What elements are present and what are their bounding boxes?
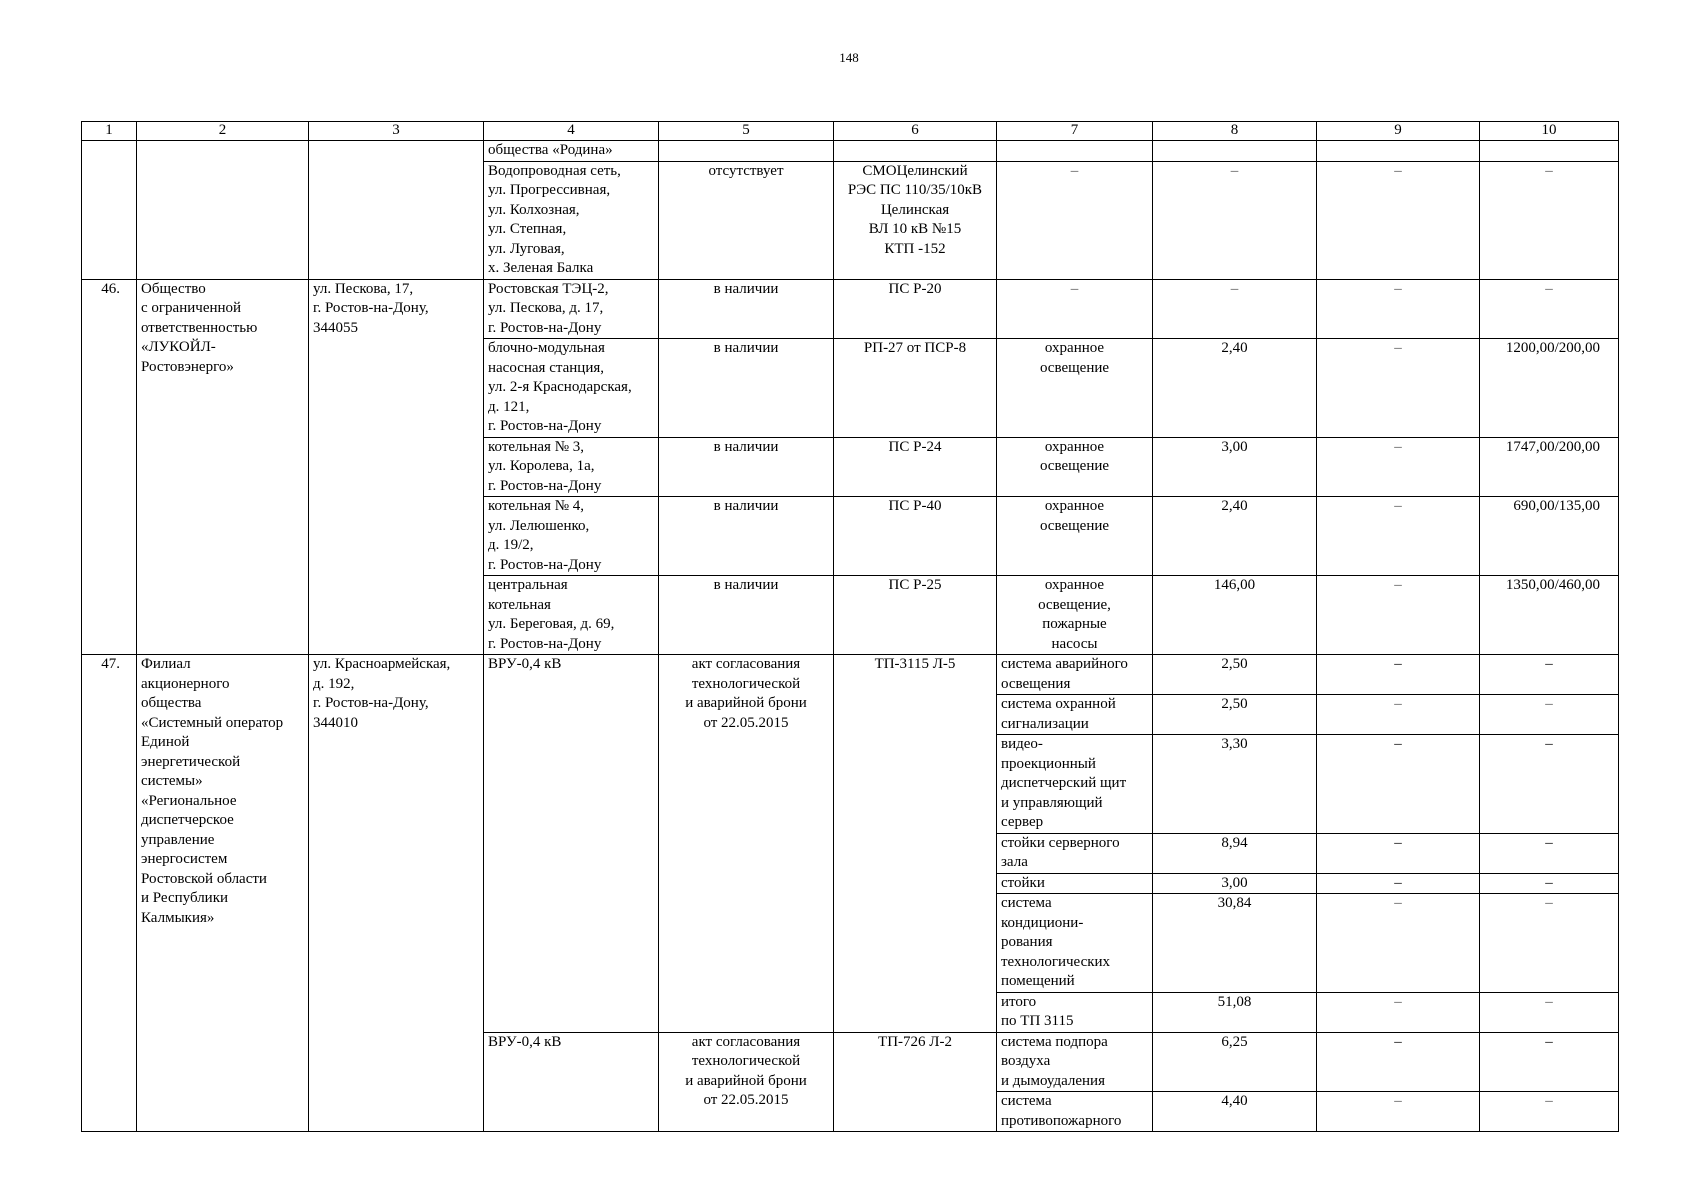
- table-cell: –: [1317, 339, 1480, 438]
- row-number: 47.: [82, 655, 137, 1132]
- table-cell: –: [1480, 1092, 1619, 1132]
- table-cell: отсутствует: [659, 161, 834, 279]
- table-cell: блочно-модульная насосная станция, ул. 2-я Краснодарская, д. 121, г. Ростов-на-Дону: [484, 339, 659, 438]
- table-cell: –: [1480, 992, 1619, 1032]
- table-cell: в наличии: [659, 576, 834, 655]
- table-cell: 6,25: [1153, 1032, 1317, 1092]
- table-cell: 3,00: [1153, 873, 1317, 894]
- col-header: 5: [659, 122, 834, 141]
- table-cell: –: [997, 161, 1153, 279]
- table-cell: –: [1317, 1032, 1480, 1092]
- col-header: 6: [834, 122, 997, 141]
- table-cell: 30,84: [1153, 894, 1317, 993]
- table-cell: ВРУ-0,4 кВ: [484, 655, 659, 1033]
- table-cell: –: [1317, 279, 1480, 339]
- col-header: 9: [1317, 122, 1480, 141]
- table-cell: центральная котельная ул. Береговая, д. 69, г. Ростов-на-Дону: [484, 576, 659, 655]
- table-cell: –: [1317, 894, 1480, 993]
- table-cell: –: [1317, 161, 1480, 279]
- table-cell: акт согласования технологической и аварийной брони от 22.05.2015: [659, 1032, 834, 1132]
- table-cell: –: [1480, 873, 1619, 894]
- table-cell: система подпора воздуха и дымоудаления: [997, 1032, 1153, 1092]
- table-cell: –: [997, 279, 1153, 339]
- table-cell: 1200,00/200,00: [1480, 339, 1619, 438]
- table-cell: 2,50: [1153, 695, 1317, 735]
- table-cell: ТП-726 Л-2: [834, 1032, 997, 1132]
- table-cell: охранное освещение: [997, 339, 1153, 438]
- table-cell: охранное освещение: [997, 497, 1153, 576]
- table-cell: 2,50: [1153, 655, 1317, 695]
- table-cell: Водопроводная сеть, ул. Прогрессивная, ул. Колхозная, ул. Степная, ул. Луговая, х. Зеленая Балка: [484, 161, 659, 279]
- table-cell: –: [1480, 695, 1619, 735]
- table-cell: итого по ТП 3115: [997, 992, 1153, 1032]
- table-cell: –: [1480, 735, 1619, 834]
- table-cell: 2,40: [1153, 339, 1317, 438]
- header-row: [82, 122, 1619, 141]
- table-cell: –: [1480, 655, 1619, 695]
- table-cell: –: [1317, 873, 1480, 894]
- table-cell: 8,94: [1153, 833, 1317, 873]
- table-cell: –: [1317, 497, 1480, 576]
- table-cell: 3,00: [1153, 437, 1317, 497]
- table-cell: видео- проекционный диспетчерский щит и управляющий сервер: [997, 735, 1153, 834]
- table-cell: ТП-3115 Л-5: [834, 655, 997, 1033]
- document-table: [81, 121, 1619, 1132]
- table-cell: охранное освещение: [997, 437, 1153, 497]
- table-cell: –: [1153, 161, 1317, 279]
- organization-address: ул. Пескова, 17, г. Ростов-на-Дону, 344055: [309, 279, 484, 655]
- table-row: [82, 655, 1619, 695]
- table-cell: в наличии: [659, 437, 834, 497]
- col-header: 7: [997, 122, 1153, 141]
- table-cell: система противопожарного: [997, 1092, 1153, 1132]
- col-header: 10: [1480, 122, 1619, 141]
- col-header: 4: [484, 122, 659, 141]
- table-cell: в наличии: [659, 339, 834, 438]
- col-header: 1: [82, 122, 137, 141]
- table-cell: ПС Р-24: [834, 437, 997, 497]
- table-cell: в наличии: [659, 279, 834, 339]
- table-cell: –: [1317, 992, 1480, 1032]
- table-cell: –: [1480, 279, 1619, 339]
- table-cell: система кондициони- рования технологических помещений: [997, 894, 1153, 993]
- table-row: [82, 279, 1619, 339]
- col-header: 2: [137, 122, 309, 141]
- table-cell: РП-27 от ПСР-8: [834, 339, 997, 438]
- table-cell: 51,08: [1153, 992, 1317, 1032]
- table-cell: акт согласования технологической и аварийной брони от 22.05.2015: [659, 655, 834, 1033]
- table-cell: котельная № 3, ул. Королева, 1а, г. Ростов-на-Дону: [484, 437, 659, 497]
- table-cell: общества «Родина»: [484, 141, 659, 162]
- organization-name: Общество с ограниченной ответственностью «ЛУКОЙЛ- Ростовэнерго»: [137, 279, 309, 655]
- table-cell: –: [1480, 1032, 1619, 1092]
- organization-address: ул. Красноармейская, д. 192, г. Ростов-на-Дону, 344010: [309, 655, 484, 1132]
- table-cell: 690,00/135,00: [1480, 497, 1619, 576]
- table-cell: –: [1317, 1092, 1480, 1132]
- table-cell: стойки серверного зала: [997, 833, 1153, 873]
- col-header: 3: [309, 122, 484, 141]
- table-cell: –: [1317, 655, 1480, 695]
- table-cell: ПС Р-25: [834, 576, 997, 655]
- table-cell: –: [1317, 576, 1480, 655]
- table-cell: ПС Р-40: [834, 497, 997, 576]
- table-cell: –: [1480, 894, 1619, 993]
- table-cell: ПС Р-20: [834, 279, 997, 339]
- table-cell: в наличии: [659, 497, 834, 576]
- table-cell: стойки: [997, 873, 1153, 894]
- row-number: 46.: [82, 279, 137, 655]
- table-cell: 2,40: [1153, 497, 1317, 576]
- table-cell: 146,00: [1153, 576, 1317, 655]
- table-cell: 3,30: [1153, 735, 1317, 834]
- table-cell: 1747,00/200,00: [1480, 437, 1619, 497]
- table-cell: система охранной сигнализации: [997, 695, 1153, 735]
- table-cell: –: [1480, 161, 1619, 279]
- table-row: [82, 141, 1619, 162]
- table-cell: котельная № 4, ул. Лелюшенко, д. 19/2, г. Ростов-на-Дону: [484, 497, 659, 576]
- page-number: 148: [839, 50, 859, 65]
- table-cell: 4,40: [1153, 1092, 1317, 1132]
- table-cell: ВРУ-0,4 кВ: [484, 1032, 659, 1132]
- table-cell: 1350,00/460,00: [1480, 576, 1619, 655]
- table-cell: система аварийного освещения: [997, 655, 1153, 695]
- table-cell: –: [1153, 279, 1317, 339]
- table-cell: Ростовская ТЭЦ-2, ул. Пескова, д. 17, г. Ростов-на-Дону: [484, 279, 659, 339]
- table-cell: –: [1317, 833, 1480, 873]
- organization-name: Филиал акционерного общества «Системный оператор Единой энергетической системы» «Региональное диспетчерское управление энергосистем Ростовской области и Республики Калмыкия»: [137, 655, 309, 1132]
- table-cell: охранное освещение, пожарные насосы: [997, 576, 1153, 655]
- table-cell: –: [1317, 695, 1480, 735]
- table-cell: –: [1317, 437, 1480, 497]
- table-cell: –: [1480, 833, 1619, 873]
- table-cell: –: [1317, 735, 1480, 834]
- table-cell: СМОЦелинский РЭС ПС 110/35/10кВ Целинская ВЛ 10 кВ №15 КТП -152: [834, 161, 997, 279]
- col-header: 8: [1153, 122, 1317, 141]
